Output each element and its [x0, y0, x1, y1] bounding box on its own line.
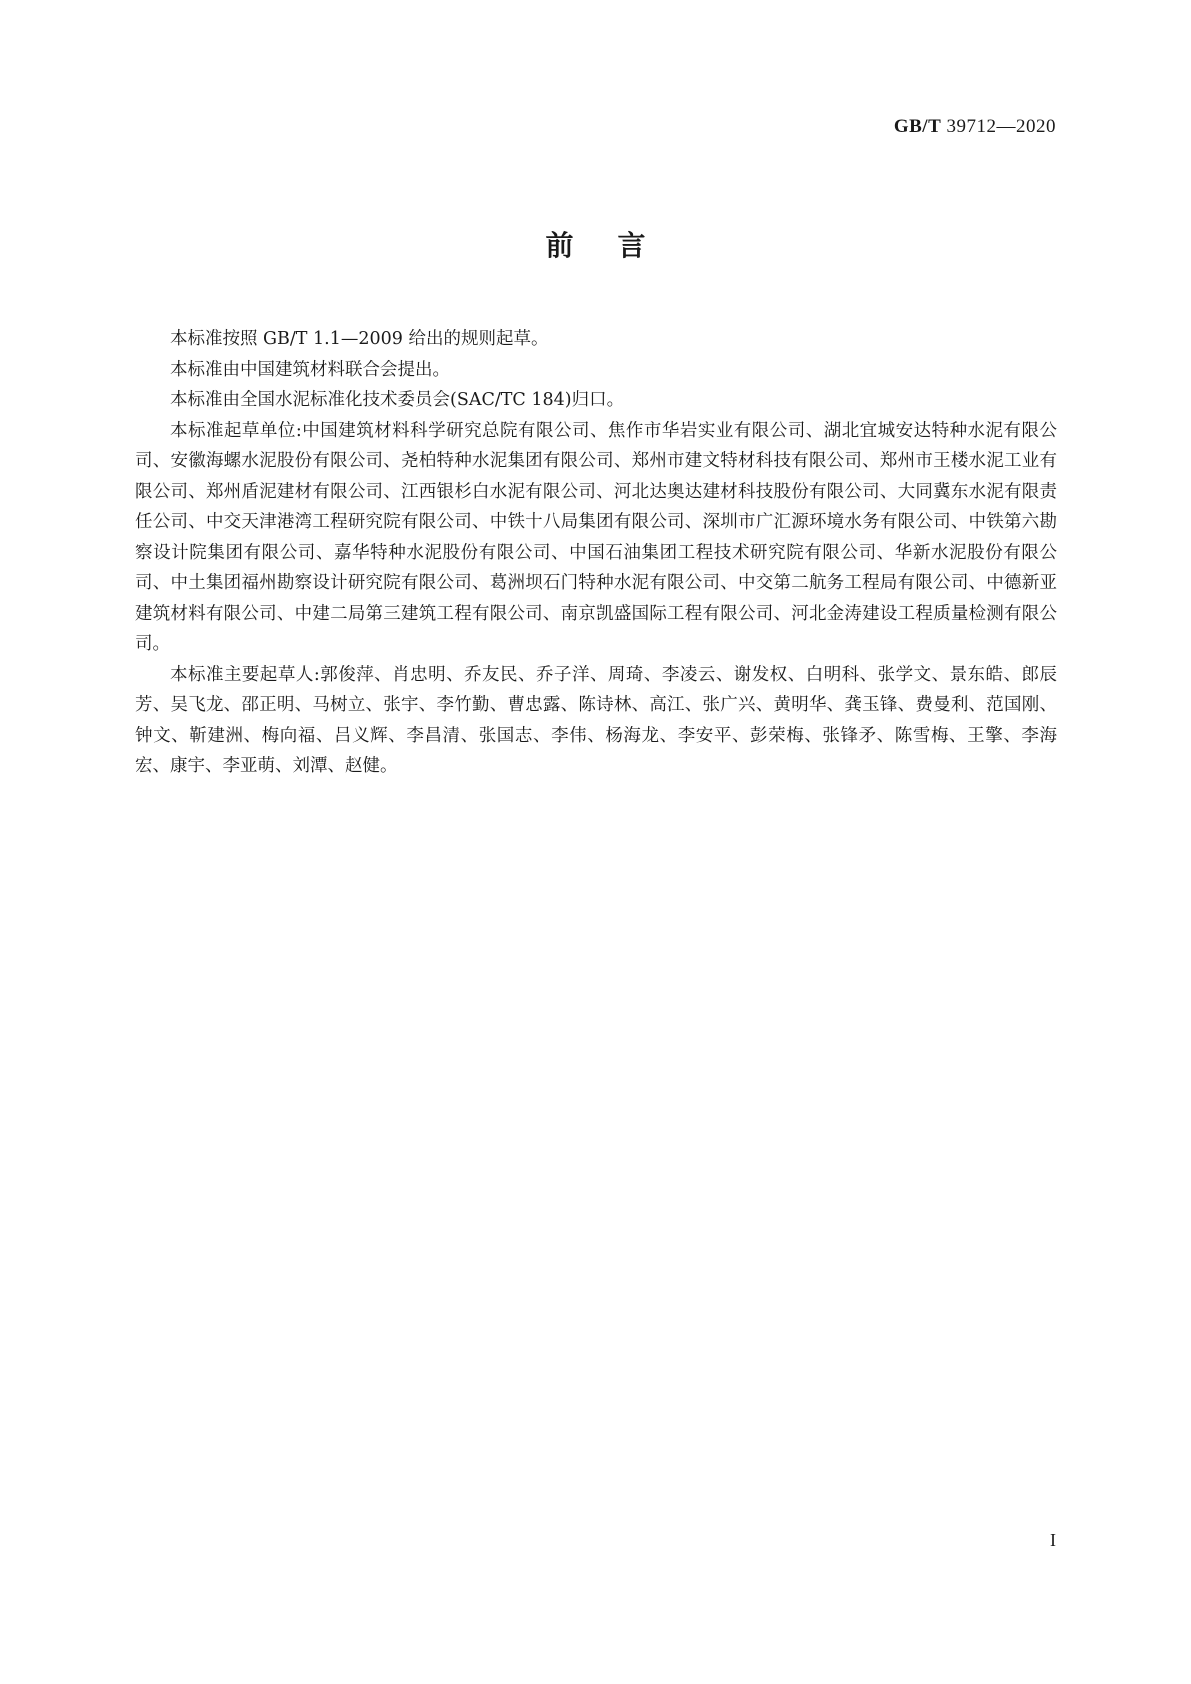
paragraph-drafting-units: 本标准起草单位:中国建筑材料科学研究总院有限公司、焦作市华岩实业有限公司、湖北宜城安达特种水泥有限公司、安徽海螺水泥股份有限公司、尧柏特种水泥集团有限公司、郑州市建文特材科技有限公司、郑州市王楼水泥工业有限公司、郑州盾泥建材有限公司、江西银杉白水泥有限公司、河北达奥达建材科技股份有限公司、大同冀东水泥有限责任公司、中交天津港湾工程研究院有限公司、中铁十八局集团有限公司、深圳市广汇源环境水务有限公司、中铁第六勘察设计院集团有限公司、嘉华特种水泥股份有限公司、中国石油集团工程技术研究院有限公司、华新水泥股份有限公司、中土集团福州勘察设计研究院有限公司、葛洲坝石门特种水泥有限公司、中交第二航务工程局有限公司、中德新亚建筑材料有限公司、中建二局第三建筑工程有限公司、南京凯盛国际工程有限公司、河北金涛建设工程质量检测有限公司。 — [135, 420, 1057, 654]
foreword-body — [135, 324, 1057, 782]
standard-code-prefix: GB/T — [893, 116, 942, 137]
paragraph-committee: 本标准由全国水泥标准化技术委员会(SAC/TC 184)归口。 — [170, 390, 625, 410]
page-number: I — [1050, 1530, 1056, 1550]
standard-code — [894, 116, 1056, 138]
page-title: 前言 — [545, 229, 690, 262]
paragraph-drafters: 本标准主要起草人:郭俊萍、肖忠明、乔友民、乔子洋、周琦、李凌云、谢发权、白明科、张学文、景东皓、郎辰芳、吴飞龙、邵正明、马树立、张宇、李竹勤、曹忠露、陈诗林、高江、张广兴、黄明华、龚玉锋、费曼利、范国刚、钟文、靳建洲、梅向福、吕义辉、李昌清、张国志、李伟、杨海龙、李安平、彭荣梅、张锋矛、陈雪梅、王擎、李海宏、康宇、李亚萌、刘潭、赵健。 — [135, 664, 1057, 776]
paragraph-proposer: 本标准由中国建筑材料联合会提出。 — [170, 359, 450, 380]
standard-code-number: 39712—2020 — [946, 116, 1056, 137]
paragraph-drafting-rules: 本标准按照 GB/T 1.1—2009 给出的规则起草。 — [170, 329, 549, 349]
